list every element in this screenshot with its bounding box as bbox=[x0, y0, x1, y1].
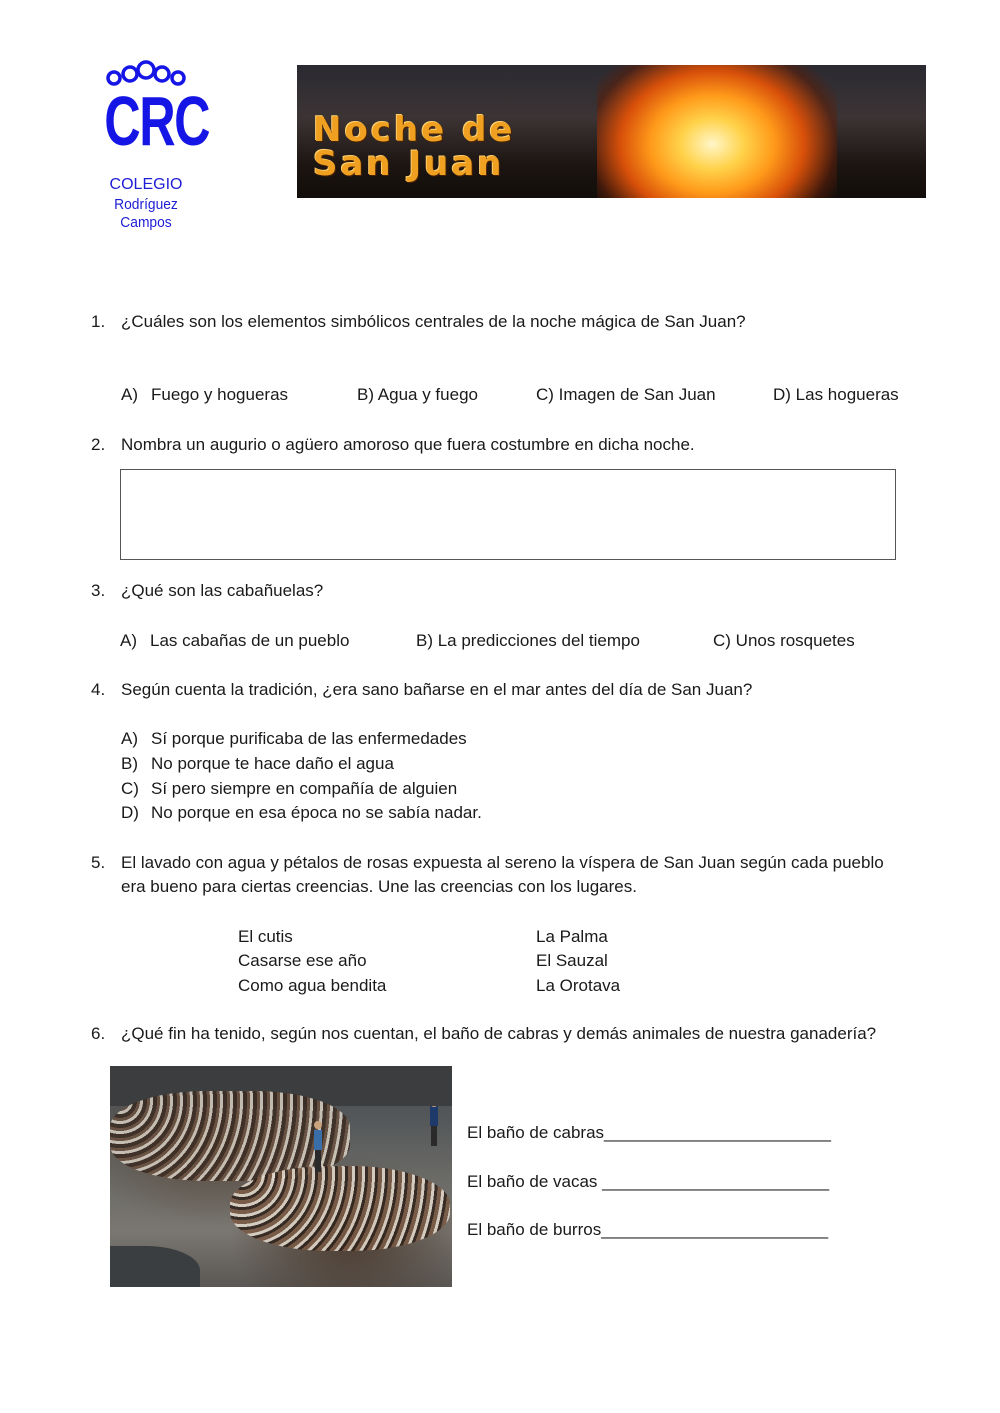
q3-option-c[interactable]: C) Unos rosquetes bbox=[713, 631, 855, 650]
q3-number: 3. bbox=[91, 581, 106, 600]
q5-text-line2: era bueno para ciertas creencias. Une las creencias con los lugares. bbox=[121, 877, 637, 896]
logo-line-name: Rodríguez Campos bbox=[114, 196, 178, 231]
goats-photo bbox=[110, 1066, 452, 1287]
q4-option-b-letter: B) bbox=[121, 754, 138, 773]
q3-option-b[interactable]: B) La predicciones del tiempo bbox=[416, 631, 640, 650]
photo-sea bbox=[110, 1246, 200, 1287]
q4-option-c-letter: C) bbox=[121, 779, 139, 798]
q2-number: 2. bbox=[91, 435, 106, 454]
q1-number: 1. bbox=[91, 312, 106, 331]
herders-figures bbox=[310, 1106, 450, 1196]
q5-number: 5. bbox=[91, 853, 106, 872]
q1-option-a-letter: A) bbox=[121, 385, 138, 404]
q4-text: Según cuenta la tradición, ¿era sano bañarse en el mar antes del día de San Juan? bbox=[121, 680, 753, 699]
q6-blank-donkeys[interactable]: El baño de burros________________________ bbox=[467, 1220, 829, 1239]
q6-text: ¿Qué fin ha tenido, según nos cuentan, el baño de cabras y demás animales de nuestra ganadería? bbox=[121, 1024, 877, 1043]
q5-belief-item[interactable]: El cutis bbox=[238, 927, 293, 946]
q2-text: Nombra un augurio o agüero amoroso que fuera costumbre en dicha noche. bbox=[121, 435, 695, 454]
q6-blank-cows[interactable]: El baño de vacas ________________________ bbox=[467, 1172, 830, 1191]
q1-option-b[interactable]: B) Agua y fuego bbox=[357, 385, 478, 404]
q3-text: ¿Qué son las cabañuelas? bbox=[121, 581, 324, 600]
q2-answer-box[interactable] bbox=[120, 469, 896, 560]
q6-number: 6. bbox=[91, 1024, 106, 1043]
q5-place-item[interactable]: La Orotava bbox=[536, 976, 621, 995]
title-banner bbox=[297, 65, 926, 198]
q1-option-d[interactable]: D) Las hogueras bbox=[773, 385, 899, 404]
banner-title-line2: San Juan bbox=[313, 144, 505, 184]
q5-belief-item[interactable]: Como agua bendita bbox=[238, 976, 387, 995]
q5-belief-item[interactable]: Casarse ese año bbox=[238, 951, 367, 970]
q5-place-item[interactable]: El Sauzal bbox=[536, 951, 608, 970]
school-logo bbox=[82, 58, 210, 231]
q4-option-d[interactable]: No porque en esa época no se sabía nadar. bbox=[151, 803, 482, 822]
q1-text: ¿Cuáles son los elementos simbólicos centrales de la noche mágica de San Juan? bbox=[121, 312, 746, 331]
q3-option-a[interactable]: Las cabañas de un pueblo bbox=[150, 631, 350, 650]
q4-option-a-letter: A) bbox=[121, 729, 138, 748]
bonfire-image bbox=[597, 65, 837, 198]
q5-text-line1: El lavado con agua y pétalos de rosas expuesta al sereno la víspera de San Juan según cada pueblo bbox=[121, 853, 884, 872]
q6-blank-goats[interactable]: El baño de cabras________________________ bbox=[467, 1123, 831, 1142]
q4-option-c[interactable]: Sí pero siempre en compañía de alguien bbox=[151, 779, 458, 798]
q1-option-c[interactable]: C) Imagen de San Juan bbox=[536, 385, 716, 404]
q1-option-a[interactable]: Fuego y hogueras bbox=[151, 385, 289, 404]
q5-place-item[interactable]: La Palma bbox=[536, 927, 608, 946]
q4-option-d-letter: D) bbox=[121, 803, 139, 822]
banner-title-line1: Noche de bbox=[313, 110, 516, 150]
q4-number: 4. bbox=[91, 680, 106, 699]
q4-option-b[interactable]: No porque te hace daño el agua bbox=[151, 754, 394, 773]
logo-mark: CRC bbox=[104, 82, 210, 160]
q3-option-a-letter: A) bbox=[120, 631, 137, 650]
logo-line-colegio: COLEGIO bbox=[109, 176, 183, 193]
q4-option-a[interactable]: Sí porque purificaba de las enfermedades bbox=[151, 729, 467, 748]
